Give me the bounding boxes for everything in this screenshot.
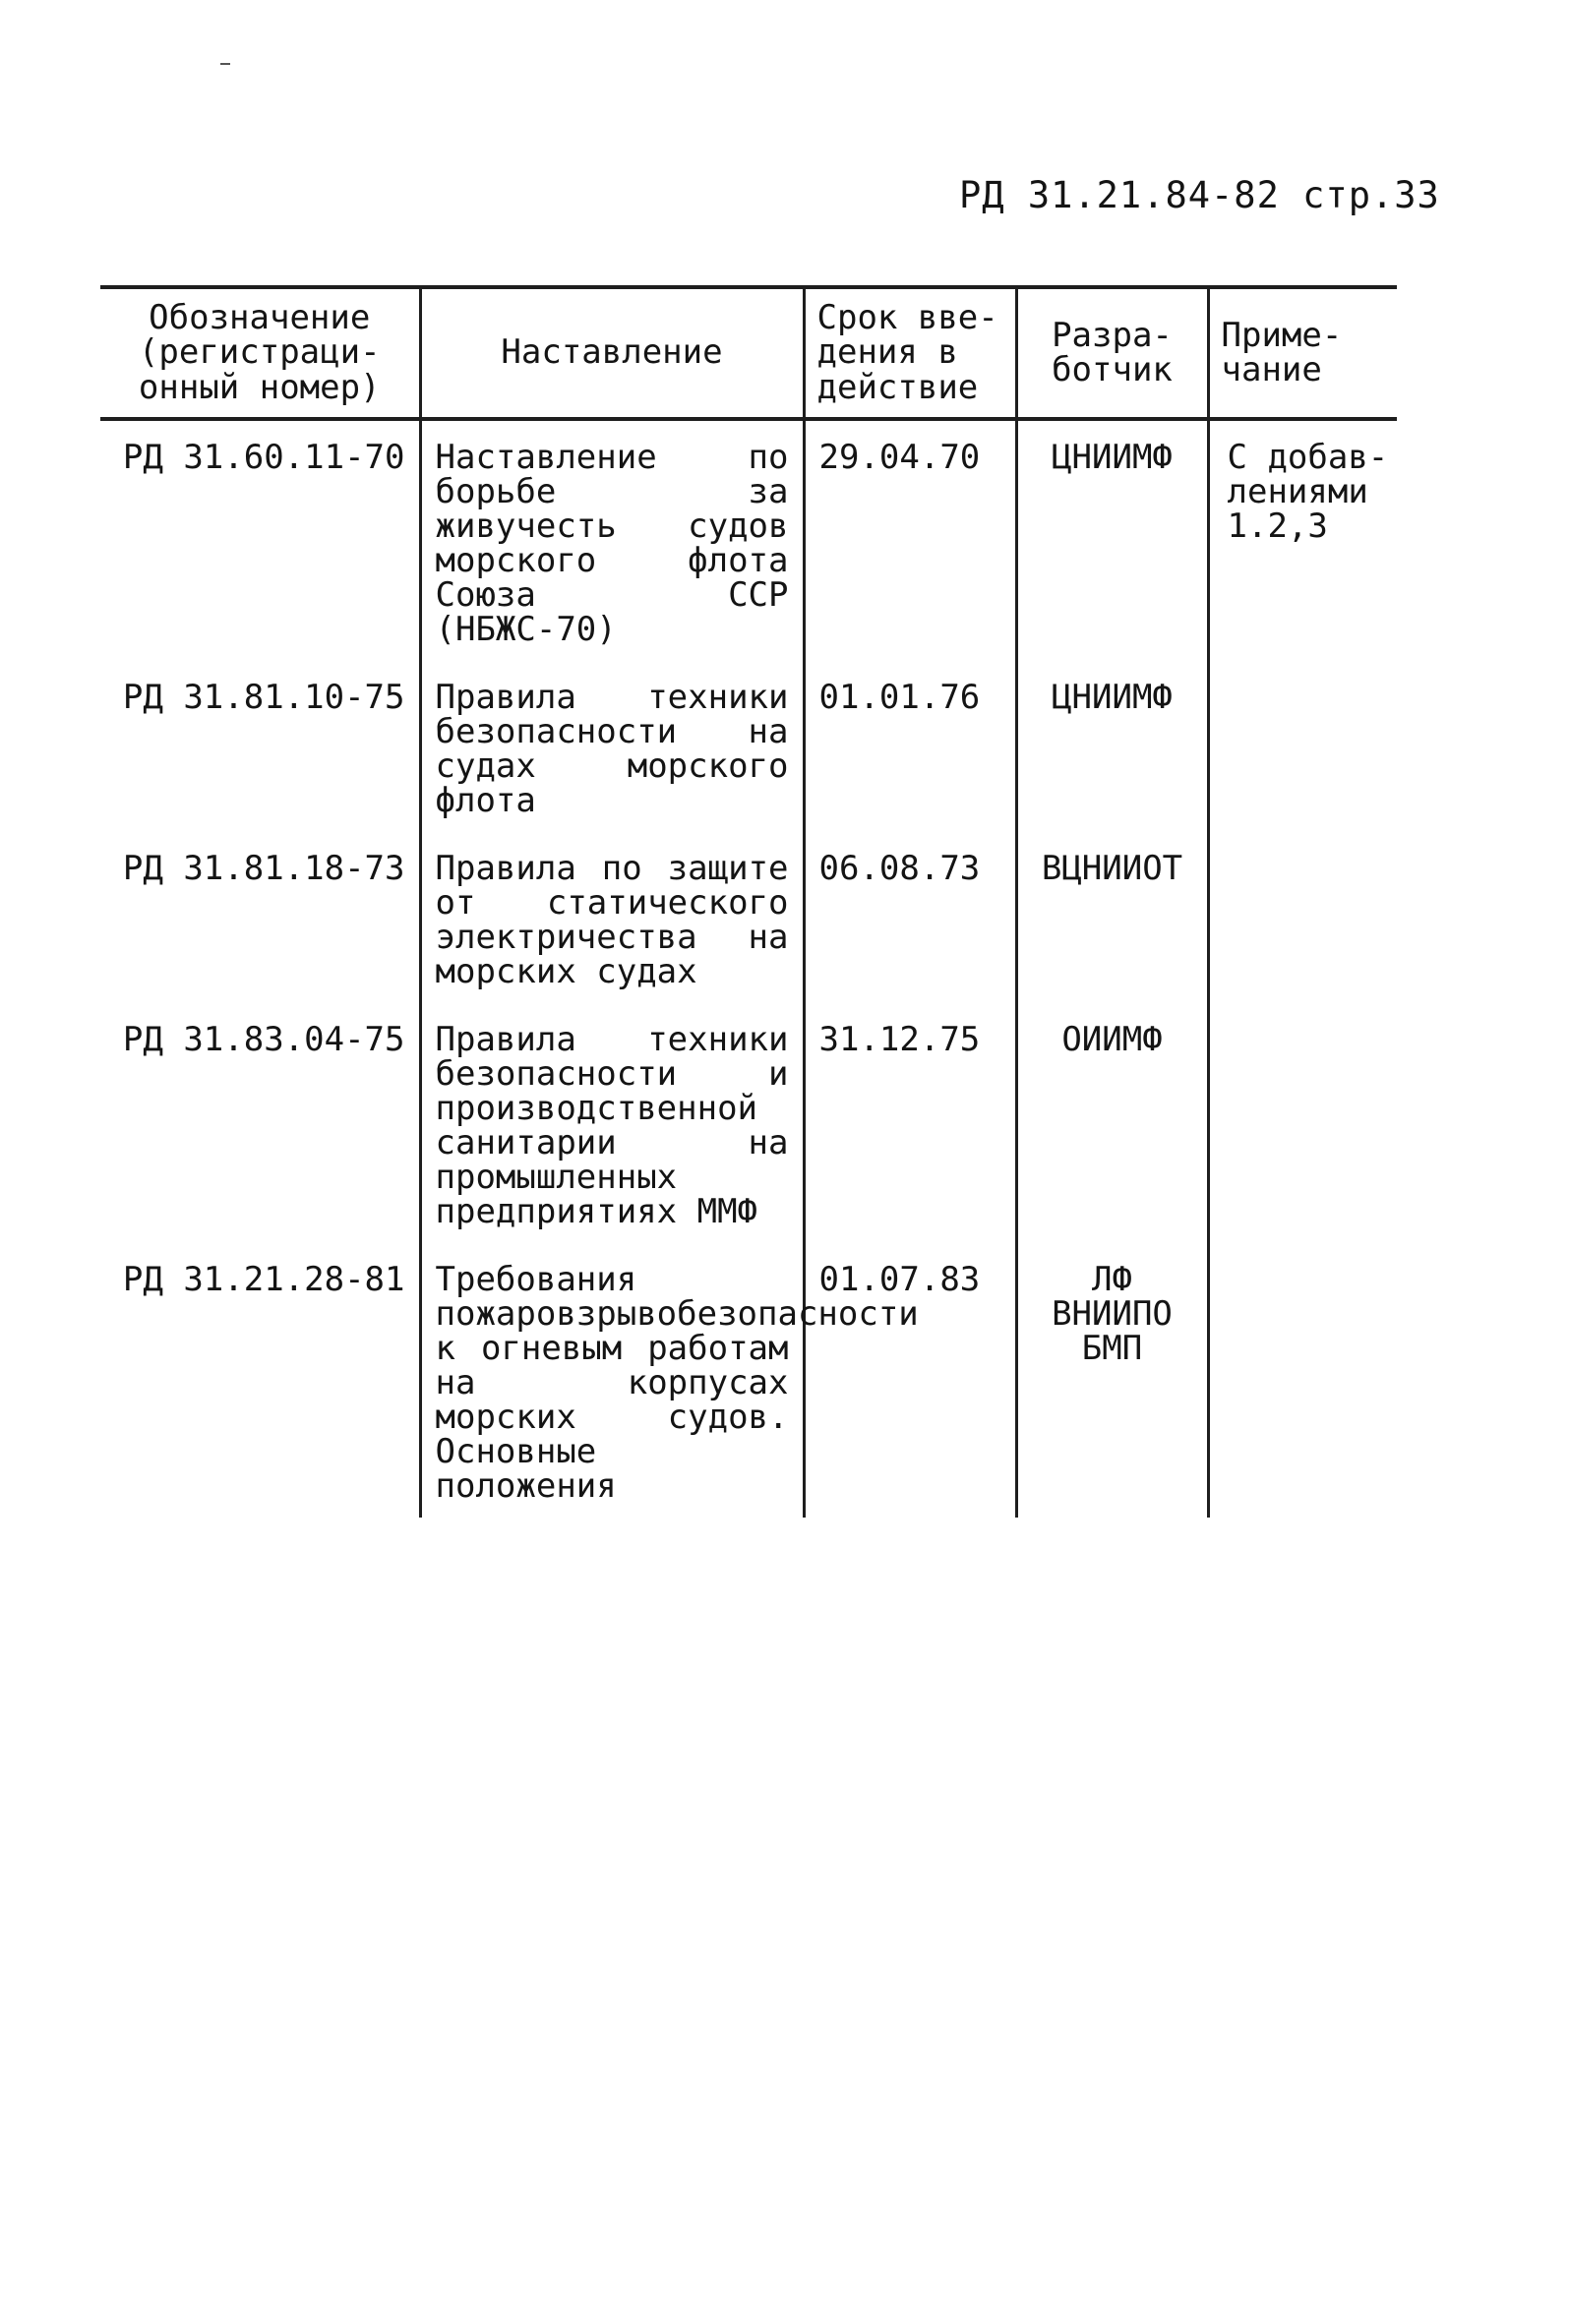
table-row bbox=[100, 419, 1397, 661]
row-name: Правила по защите от статического электричества на морских судах bbox=[420, 832, 804, 1003]
row-developer: ОИИМФ bbox=[1016, 1003, 1208, 1243]
row-code: РД 31.81.18-73 bbox=[122, 849, 405, 889]
row-developer: ЦНИИМФ bbox=[1016, 419, 1208, 661]
table-row bbox=[100, 661, 1397, 832]
row-code: РД 31.83.04-75 bbox=[122, 1020, 405, 1060]
row-code: РД 31.60.11-70 bbox=[122, 438, 405, 477]
row-name: Наставление по борьбе за живучесть судов морского флота Союза ССР (НБЖС-70) bbox=[420, 419, 804, 661]
row-name: Правила техники безопасности на судах морского флота bbox=[420, 661, 804, 832]
row-developer: ВЦНИИОТ bbox=[1016, 832, 1208, 1003]
row-date: 31.12.75 bbox=[804, 1003, 1016, 1243]
table-row bbox=[100, 1243, 1397, 1518]
column-header-name: Наставление bbox=[420, 287, 804, 419]
table-header-row bbox=[100, 287, 1397, 419]
scan-speck bbox=[220, 63, 230, 65]
column-header-code: Обозначение (регистраци- онный номер) bbox=[138, 298, 381, 407]
row-developer: ЦНИИМФ bbox=[1016, 661, 1208, 832]
row-name: Требования пожаровзрывобезопасности к огневым работам на корпусах морских судов. Основные положения bbox=[420, 1243, 804, 1518]
row-developer: ЛФ ВНИИПО БМП bbox=[1016, 1243, 1208, 1518]
row-date: 06.08.73 bbox=[804, 832, 1016, 1003]
row-code: РД 31.21.28-81 bbox=[122, 1260, 405, 1300]
column-header-developer: Разра- ботчик bbox=[1016, 287, 1208, 419]
column-header-note: Приме- чание bbox=[1208, 287, 1397, 419]
row-code: РД 31.81.10-75 bbox=[122, 678, 405, 718]
documents-table bbox=[100, 285, 1397, 1518]
row-note bbox=[1208, 661, 1397, 832]
row-note bbox=[1208, 1243, 1397, 1518]
row-date: 01.07.83 bbox=[804, 1243, 1016, 1518]
row-note bbox=[1208, 1003, 1397, 1243]
table-row bbox=[100, 1003, 1397, 1243]
row-note bbox=[1208, 832, 1397, 1003]
table-row bbox=[100, 832, 1397, 1003]
row-note: С добав- лениями 1.2,3 bbox=[1208, 419, 1397, 661]
row-name: Правила техники безопасности и производственной санитарии на промышленных предприятиях ММФ bbox=[420, 1003, 804, 1243]
row-date: 01.01.76 bbox=[804, 661, 1016, 832]
column-header-date: Срок вве- дения в действие bbox=[804, 287, 1016, 419]
page-header: РД 31.21.84-82 стр.33 bbox=[959, 174, 1440, 216]
row-date: 29.04.70 bbox=[804, 419, 1016, 661]
